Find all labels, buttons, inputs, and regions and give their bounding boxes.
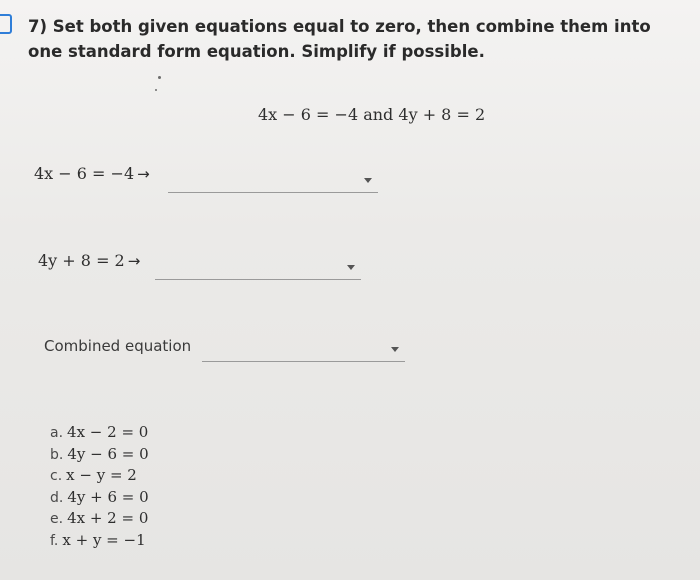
option-b — [50, 444, 149, 466]
question-text: 7) Set both given equations equal to zero, then combine them into one standard form equation. Simplify if possible. — [28, 17, 651, 61]
combined-equation-dropdown[interactable] — [202, 340, 405, 362]
option-letter: b. — [50, 446, 64, 463]
option-a — [50, 422, 149, 444]
caret-down-icon — [347, 265, 355, 270]
equation-1-label — [34, 164, 150, 183]
equation-2-text: 4y + 8 = 2 — [38, 251, 125, 270]
equation-2-dropdown[interactable] — [155, 258, 361, 280]
option-text: x + y = −1 — [62, 530, 146, 549]
caret-down-icon — [391, 347, 399, 352]
option-text: x − y = 2 — [66, 466, 137, 484]
option-letter: e. — [50, 511, 64, 527]
paper-speck — [158, 76, 161, 79]
option-letter: d. — [50, 489, 64, 506]
caret-down-icon — [364, 178, 372, 183]
option-text: 4x + 2 = 0 — [67, 509, 149, 527]
option-e — [50, 508, 149, 530]
option-c — [50, 465, 149, 487]
flag-icon[interactable] — [0, 14, 12, 34]
option-text: 4y − 6 = 0 — [67, 444, 149, 463]
option-letter: c. — [50, 468, 63, 484]
right-arrow-icon: → — [127, 252, 141, 270]
right-arrow-icon: → — [137, 165, 150, 183]
option-text: 4y + 6 = 0 — [67, 487, 149, 506]
option-f — [50, 530, 149, 552]
paper-speck — [155, 89, 157, 91]
given-equations: 4x − 6 = −4 and 4y + 8 = 2 — [258, 105, 486, 124]
combined-equation-label: Combined equation — [44, 337, 192, 355]
option-letter: f. — [50, 532, 59, 549]
option-text: 4x − 2 = 0 — [67, 423, 149, 441]
equation-1-text: 4x − 6 = −4 — [34, 164, 135, 183]
equation-1-dropdown[interactable] — [168, 171, 378, 193]
option-d — [50, 487, 149, 509]
option-letter: a. — [50, 425, 64, 441]
answer-options-list — [50, 422, 149, 551]
equation-2-label — [38, 251, 140, 270]
